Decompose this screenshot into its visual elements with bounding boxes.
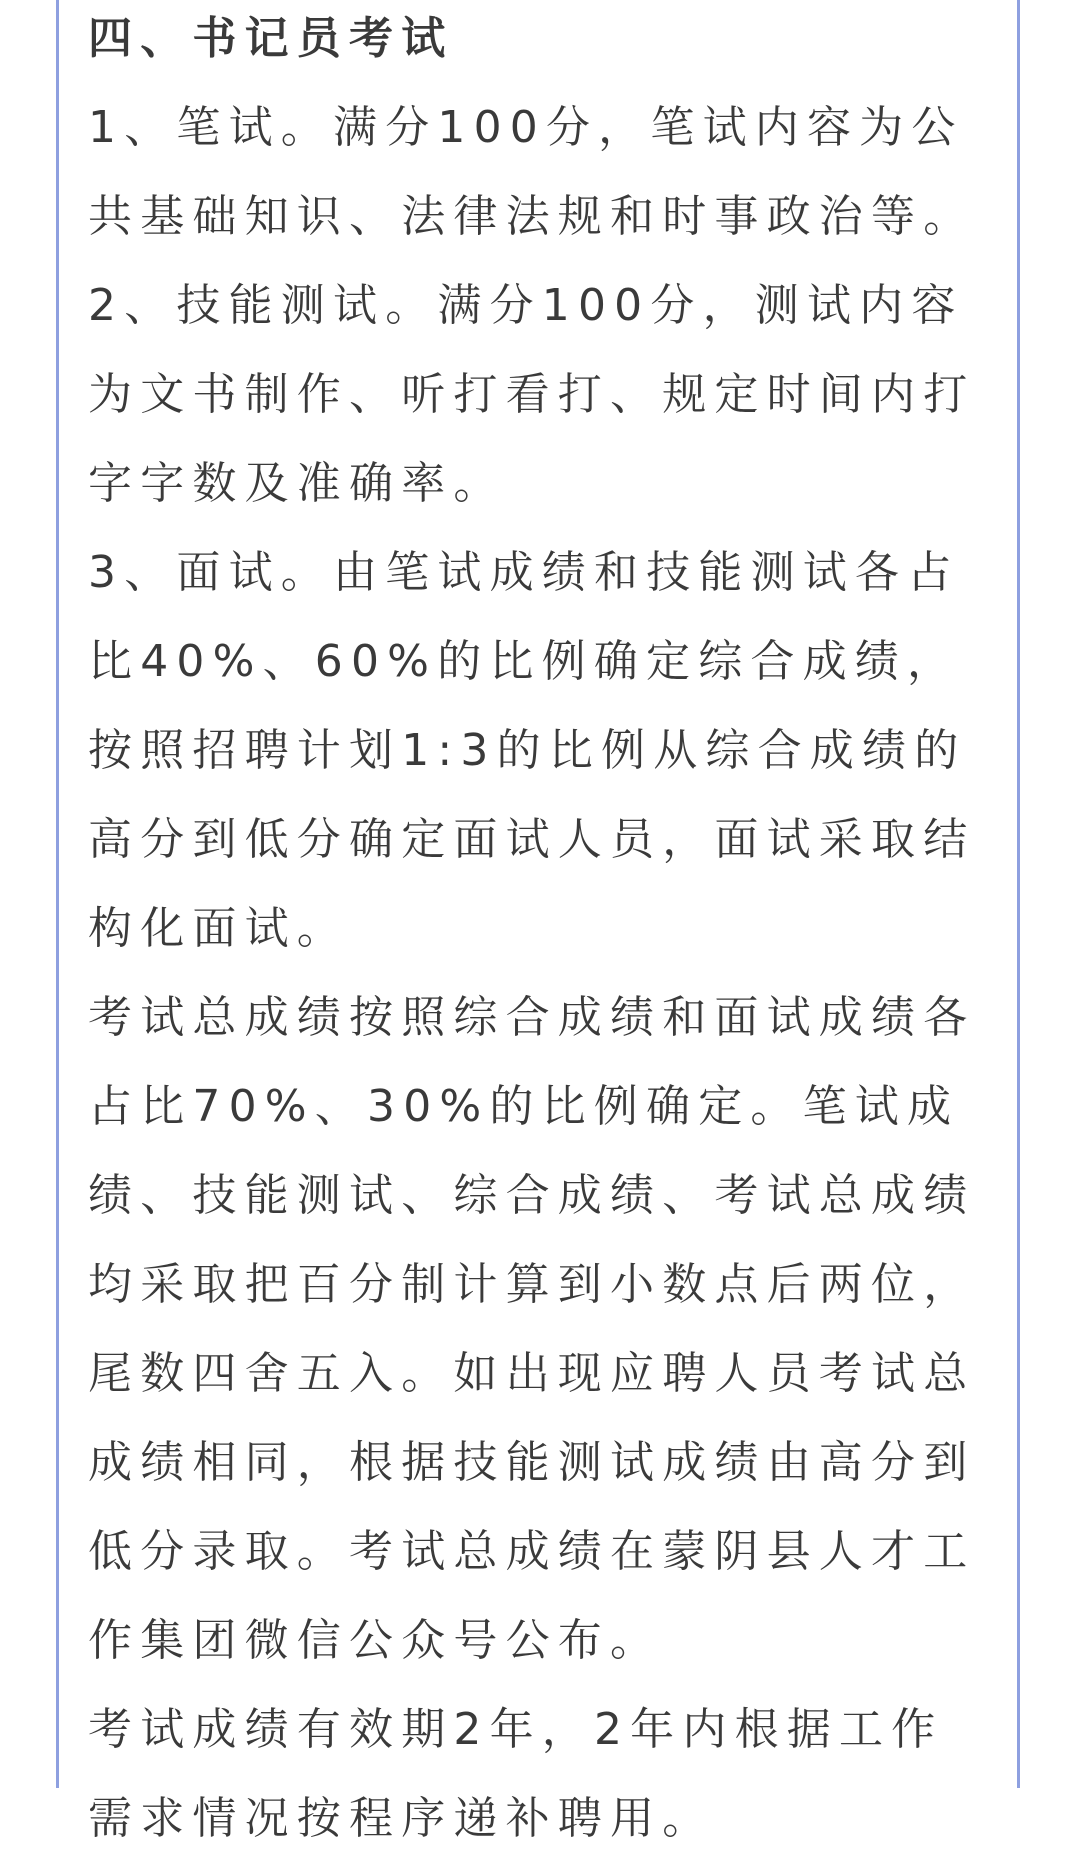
paragraph-total-score: 考试总成绩按照综合成绩和面试成绩各占比70%、30%的比例确定。笔试成绩、技能测试、综合成绩、考试总成绩均采取把百分制计算到小数点后两位，尾数四舍五入。如出现应聘人员考试总成绩相同，根据技能测试成绩由高分到低分录取。考试总成绩在蒙阴县人才工作集团微信公众号公布。	[88, 992, 976, 1666]
paragraph-interview: 3、面试。由笔试成绩和技能测试各占比40%、60%的比例确定综合成绩，按照招聘计划1:3的比例从综合成绩的高分到低分确定面试人员，面试采取结构化面试。	[88, 547, 976, 954]
paragraph-validity: 考试成绩有效期2年，2年内根据工作需求情况按程序递补聘用。	[88, 1704, 944, 1844]
paragraph-skill-test: 2、技能测试。满分100分，测试内容为文书制作、听打看打、规定时间内打字字数及准确率。	[88, 280, 976, 509]
section-heading: 四、书记员考试	[88, 13, 454, 64]
article-content	[88, 0, 993, 1863]
paragraph-written-exam: 1、笔试。满分100分，笔试内容为公共基础知识、法律法规和时事政治等。	[88, 102, 976, 242]
